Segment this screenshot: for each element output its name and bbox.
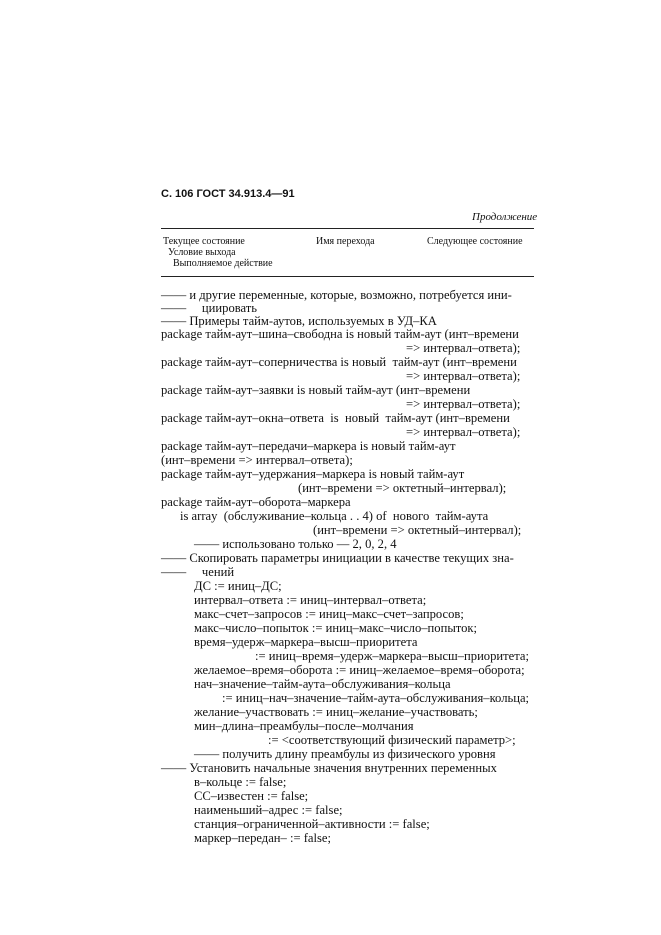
page-header: С. 106 ГОСТ 34.913.4—91 <box>161 188 295 200</box>
code-line: —— циировать <box>161 301 258 315</box>
code-line: наименьший–адрес := false; <box>194 803 343 817</box>
code-line: мин–длина–преамбулы–после–молчания <box>194 719 414 733</box>
code-line: желание–участвовать := иниц–желание–участвовать; <box>194 705 478 719</box>
code-line: package тайм-аут–шина–свободна is новый тайм-аут (инт–времени <box>161 327 519 341</box>
column-header-action: Выполняемое действие <box>173 258 273 269</box>
code-line: —— Примеры тайм-аутов, используемых в УД–КА <box>161 314 437 328</box>
code-line: := <соответствующий физический параметр>; <box>268 733 516 747</box>
column-header-current-state: Текущее состояние <box>163 236 245 247</box>
code-line: —— Скопировать параметры инициации в качестве текущих зна- <box>161 551 514 565</box>
code-line: СС–известен := false; <box>194 789 309 803</box>
code-line: —— Установить начальные значения внутренних переменных <box>161 761 497 775</box>
code-line: станция–ограниченной–активности := false; <box>194 817 430 831</box>
table-top-rule <box>161 228 534 229</box>
code-line: := иниц–нач–значение–тайм-аута–обслуживания–кольца; <box>222 691 530 705</box>
code-line: желаемое–время–оборота := иниц–желаемое–время–оборота; <box>194 663 525 677</box>
code-line: is array (обслуживание–кольца . . 4) of нового тайм-аута <box>180 509 489 523</box>
code-line: —— использовано только — 2, 0, 2, 4 <box>194 537 397 551</box>
code-line: package тайм-аут–заявки is новый тайм-аут (инт–времени <box>161 383 471 397</box>
code-line: макс–число–попыток := иниц–макс–число–попыток; <box>194 621 478 635</box>
code-line: интервал–ответа := иниц–интервал–ответа; <box>194 593 427 607</box>
continuation-label: Продолжение <box>472 211 538 223</box>
code-line: => интервал–ответа); <box>406 369 521 383</box>
code-line: package тайм-аут–оборота–маркера <box>161 495 351 509</box>
code-line: package тайм-аут–передачи–маркера is новый тайм-аут <box>161 439 456 453</box>
code-line: время–удерж–маркера–высш–приоритета <box>194 635 418 649</box>
code-line: (инт–времени => интервал–ответа); <box>161 453 353 467</box>
code-line: маркер–передан– := false; <box>194 831 332 845</box>
code-line: package тайм-аут–окна–ответа is новый тайм-аут (инт–времени <box>161 411 510 425</box>
table-header-rule <box>161 276 534 277</box>
code-line: макс–счет–запросов := иниц–макс–счет–запросов; <box>194 607 464 621</box>
code-line: —— получить длину преамбулы из физического уровня <box>194 747 496 761</box>
column-header-transition-name: Имя перехода <box>316 236 375 247</box>
code-line: := иниц–время–удерж–маркера–высш–приоритета; <box>255 649 529 663</box>
code-line: (инт–времени => октетный–интервал); <box>298 481 507 495</box>
code-line: package тайм-аут–удержания–маркера is новый тайм-аут <box>161 467 465 481</box>
code-line: (инт–времени => октетный–интервал); <box>313 523 522 537</box>
code-line: —— и другие переменные, которые, возможно, потребуется ини- <box>161 288 512 302</box>
code-line: —— чений <box>161 565 235 579</box>
code-line: => интервал–ответа); <box>406 425 521 439</box>
code-line: package тайм-аут–соперничества is новый тайм-аут (инт–времени <box>161 355 517 369</box>
code-line: => интервал–ответа); <box>406 397 521 411</box>
code-line: нач–значение–тайм-аута–обслуживания–кольца <box>194 677 451 691</box>
column-header-exit-condition: Условие выхода <box>168 247 236 258</box>
code-line: ДС := иниц–ДС; <box>194 579 282 593</box>
code-line: в–кольце := false; <box>194 775 287 789</box>
column-header-next-state: Следующее состояние <box>427 236 523 247</box>
code-line: => интервал–ответа); <box>406 341 521 355</box>
